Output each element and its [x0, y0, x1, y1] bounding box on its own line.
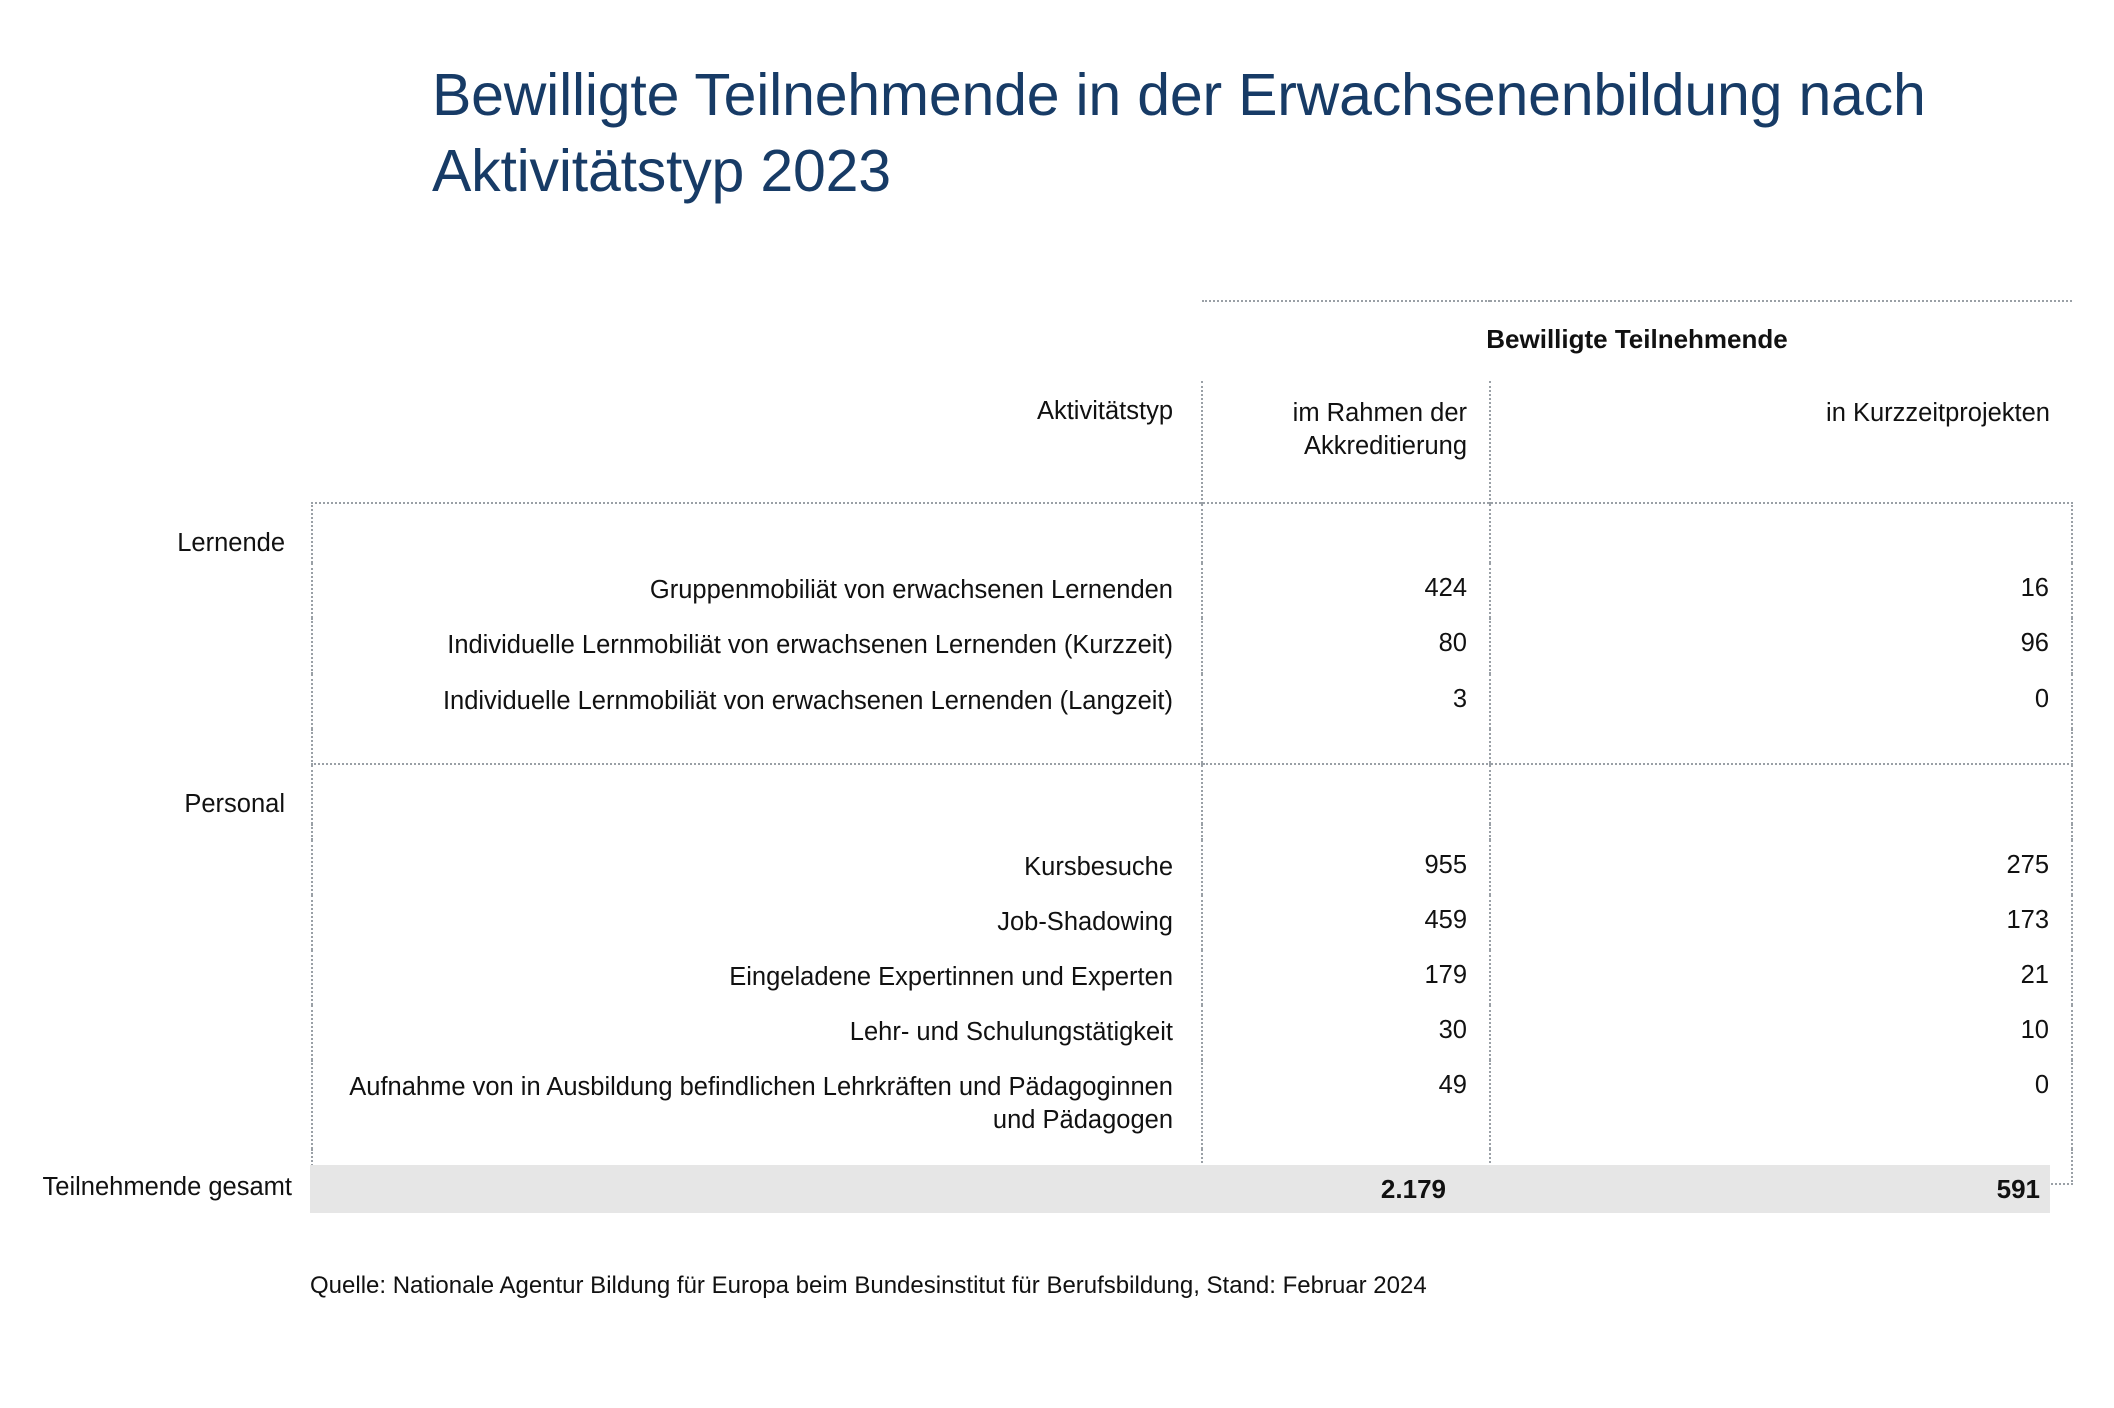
group-personal-spacer2-v1: [1202, 824, 1490, 840]
row-label: Eingeladene Expertinnen und Experten: [312, 950, 1202, 1005]
group-personal-spacer-row: [20, 824, 2072, 840]
table-row: [20, 674, 2072, 729]
row-label: Lehr- und Schulungstätigkeit: [312, 1005, 1202, 1060]
row-value-accreditation: 3: [1202, 674, 1490, 729]
row-gutter: [20, 563, 312, 618]
table-header-row: [20, 381, 2072, 503]
row-value-accreditation: 30: [1202, 1005, 1490, 1060]
header-col-accreditation-line1: im Rahmen der: [1292, 399, 1467, 427]
row-label: Individuelle Lernmobiliät von erwachsenen Lernenden (Kurzzeit): [312, 618, 1202, 673]
row-value-accreditation: 459: [1202, 895, 1490, 950]
group-lernende-spacer-label: [312, 503, 1202, 563]
table-row: [20, 895, 2072, 950]
row-value-shortterm: 0: [1490, 674, 2072, 729]
table-row: [20, 840, 2072, 895]
row-value-shortterm: 96: [1490, 618, 2072, 673]
row-value-shortterm: 21: [1490, 950, 2072, 1005]
row-gutter: [20, 618, 312, 673]
table-header-spanner-row: [20, 301, 2072, 381]
row-gutter: [20, 895, 312, 950]
table-row: [20, 618, 2072, 673]
header-col-accreditation-line2: Akkreditierung: [1304, 431, 1467, 460]
group-lernende-footer-label: [312, 729, 1202, 764]
group-lernende-header-row: [20, 503, 2072, 563]
group-lernende-footer-v1: [1202, 729, 1490, 764]
row-value-accreditation: 955: [1202, 840, 1490, 895]
row-value-accreditation: 424: [1202, 563, 1490, 618]
group-lernende-footer-gutter: [20, 729, 312, 764]
header-blank: [20, 381, 312, 503]
total-value-shortterm: 591: [1996, 1174, 2040, 1204]
row-value-shortterm: 173: [1490, 895, 2072, 950]
header-col-shortterm: in Kurzzeitprojekten: [1490, 381, 2072, 503]
group-personal-spacer-v2: [1490, 764, 2072, 824]
table-row: [20, 1005, 2072, 1060]
table-row: [20, 563, 2072, 618]
row-gutter: [20, 674, 312, 729]
group-label-personal: Personal: [184, 789, 285, 818]
row-value-accreditation: 80: [1202, 618, 1490, 673]
group-label-lernende: Lernende: [177, 529, 285, 558]
row-gutter: [20, 840, 312, 895]
group-personal-header-row: [20, 764, 2072, 824]
row-label: Individuelle Lernmobiliät von erwachsenen Lernenden (Langzeit): [312, 674, 1202, 729]
row-value-shortterm: 0: [1490, 1060, 2072, 1148]
group-personal-spacer-label: [312, 764, 1202, 824]
table-row: [20, 1060, 2072, 1148]
column-group-header: Bewilligte Teilnehmende: [1202, 301, 2072, 381]
group-lernende-footer-row: [20, 729, 2072, 764]
row-value-shortterm: 10: [1490, 1005, 2072, 1060]
group-personal-spacer-v1: [1202, 764, 1490, 824]
header-col-accreditation: [1202, 381, 1490, 503]
group-personal-spacer2-v2: [1490, 824, 2072, 840]
row-label: Aufnahme von in Ausbildung befindlichen Lehrkräften und Pädagoginnen und Pädagogen: [312, 1060, 1202, 1148]
total-value-accreditation: 2.179: [1380, 1174, 1446, 1204]
row-label: Kursbesuche: [312, 840, 1202, 895]
total-row: [0, 1165, 2114, 1213]
row-label: Job-Shadowing: [312, 895, 1202, 950]
row-gutter: [20, 950, 312, 1005]
group-personal-spacer2-label: [312, 824, 1202, 840]
row-value-accreditation: 179: [1202, 950, 1490, 1005]
spanner-blank-1: [20, 301, 312, 381]
row-gutter: [20, 1005, 312, 1060]
header-activity-type: Aktivitätstyp: [1036, 397, 1173, 425]
spanner-blank-2: [312, 301, 1202, 381]
row-value-accreditation: 49: [1202, 1060, 1490, 1148]
row-value-shortterm: 275: [1490, 840, 2072, 895]
row-label: Gruppenmobiliät von erwachsenen Lernenden: [312, 563, 1202, 618]
table-row: [20, 950, 2072, 1005]
data-table: [20, 300, 2073, 1185]
group-lernende-spacer-v2: [1490, 503, 2072, 563]
row-gutter: [20, 1060, 312, 1148]
total-label: Teilnehmende gesamt: [42, 1173, 292, 1201]
page-title: Bewilligte Teilnehmende in der Erwachsenenbildung nach Aktivitätstyp 2023: [432, 62, 1926, 204]
source-note: Quelle: Nationale Agentur Bildung für Europa beim Bundesinstitut für Berufsbildung, Stand: Februar 2024: [310, 1272, 1427, 1299]
row-value-shortterm: 16: [1490, 563, 2072, 618]
group-lernende-spacer-v1: [1202, 503, 1490, 563]
table-area: [0, 300, 2114, 1185]
group-personal-spacer2-gutter: [20, 824, 312, 840]
group-lernende-footer-v2: [1490, 729, 2072, 764]
